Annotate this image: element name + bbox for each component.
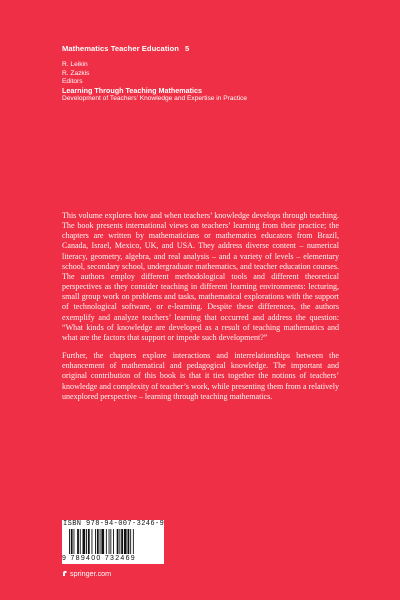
series-number: 5 [184,44,190,53]
book-title: Learning Through Teaching Mathematics [62,85,203,95]
book-description [62,211,339,410]
book-header [62,61,247,104]
book-subtitle: Development of Teachers’ Knowledge and Expertise in Practice [62,95,248,103]
editor-name-1: R. Leikin [62,61,88,68]
description-paragraph-2: Further, the chapters explore interactions and interrelationships between the enhancement of mathematical and pedagogical knowledge. The important and original contribution of this book is that it ties together the notions of teachers’ knowledge and complexity of teacher’s work, while presenting them from a relatively unexplored perspective – learning through teaching mathematics. [62,351,339,401]
barcode-icon [69,529,159,554]
isbn-text: ISBN 978-94-007-3246-9 [63,520,165,528]
editors-label: Editors [62,78,83,86]
springer-horse-icon [62,570,68,577]
editor-name-2: R. Zazkis [62,69,90,77]
publisher-line [62,569,111,578]
barcode-panel [62,520,164,564]
publisher-url[interactable]: springer.com [70,569,112,578]
description-paragraph-1: This volume explores how and when teachers’ knowledge develops through teaching. The book presents international views on teachers’ learning from their practice; the chapters are written by mathematicians or mathematics educators from Brazil, Canada, Israel, Mexico, UK, and USA. They address diverse content – numerical literacy, geometry, algebra, and real analysis – and a variety of levels – elementary school, secondary school, undergraduate mathematics, and teacher education courses. The authors employ different methodological tools and different theoretical perspectives as they consider teaching in different learning environments: lecturing, small group work on problems and tasks, mathematical explorations with the support of technological software, or e-learning. Despite these differences, the authors exemplify and analyze teachers’ learning that occurred and address the question: “What kinds of knowledge are developed as a result of teaching mathematics and what are the factors that support or impede such development?” [62,211,339,342]
series-line [62,44,189,53]
series-name: Mathematics Teacher Education [62,44,179,53]
barcode-digits: 9 789400 732469 [62,555,136,562]
